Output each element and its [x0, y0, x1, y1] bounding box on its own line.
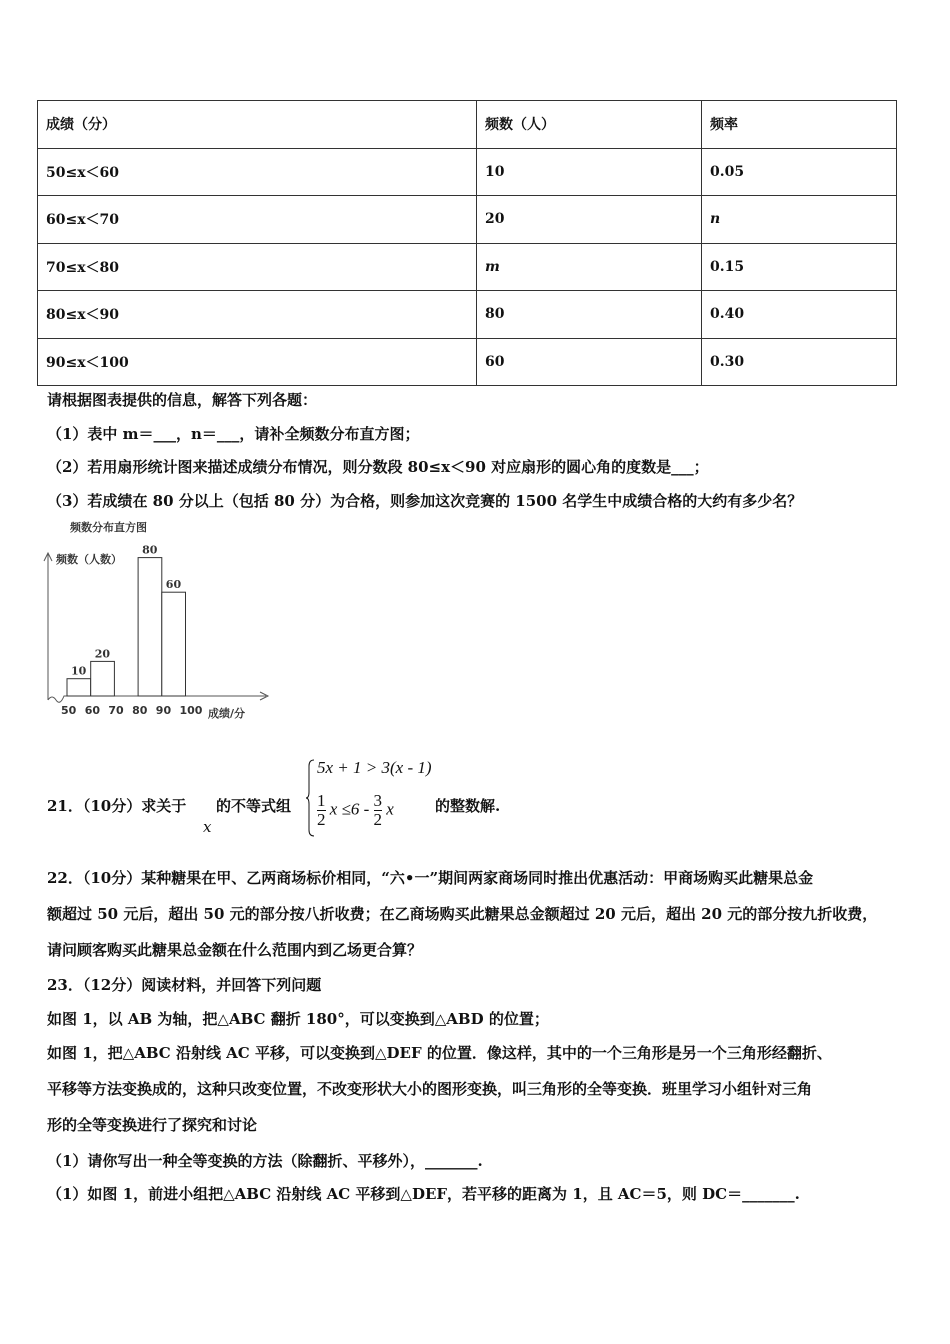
q22-line: 请问顾客购买此糖果总金额在什么范围内到乙场更合算？: [47, 941, 423, 959]
table-row: [38, 291, 897, 339]
bar: [67, 679, 91, 696]
cell: 0.15: [702, 243, 897, 291]
frac-num: 3: [373, 791, 383, 810]
frac-num: 1: [317, 791, 326, 810]
table-row: [38, 196, 897, 244]
x-tick-label: 80: [132, 704, 148, 717]
header-rate: 频率: [702, 101, 897, 149]
q22-line: 22．（10分）某种糖果在甲、乙两商场标价相同，“六•一”期间两家商场同时推出优惠活动：甲商场购买此糖果总金: [47, 869, 814, 887]
q23-line: 平移等方法变换成的，这种只改变位置，不改变形状大小的图形变换，叫三角形的全等变换．班里学习小组针对三角: [47, 1080, 813, 1098]
x-tick-label: 50: [61, 704, 77, 717]
inequality-1: 5x + 1 > 3(x - 1): [317, 758, 432, 777]
q21-suffix: 的整数解.: [435, 797, 501, 815]
x-tick-label: 60: [84, 704, 101, 717]
cell: 0.05: [702, 148, 897, 196]
bar-value-label: 10: [71, 664, 87, 678]
y-axis-label: 频数（人数）: [56, 553, 122, 566]
q20-part2: （2）若用扇形统计图来描述成绩分布情况，则分数段 80≤x＜90 对应扇形的圆心角的度数是___；: [47, 458, 709, 476]
bar: [91, 661, 115, 696]
cell: 10: [477, 148, 702, 196]
q21-var: x: [203, 818, 212, 836]
cell: 80: [477, 291, 702, 339]
cell: 90≤x＜100: [38, 338, 477, 386]
ineq-text: x ≤6 -: [329, 799, 370, 819]
x-tick-label: 70: [108, 704, 124, 717]
cell: n: [702, 196, 897, 244]
brace-icon: [305, 758, 315, 838]
q21-prefix: 21．（10分）求关于: [47, 797, 187, 815]
bar-value-label: 20: [94, 647, 111, 661]
x-axis: [48, 696, 266, 702]
q20-part1: （1）表中 m＝___，n＝___，请补全频数分布直方图；: [47, 425, 420, 443]
cell: 20: [477, 196, 702, 244]
q23-line: （1）请你写出一种全等变换的方法（除翻折、平移外），_______.: [47, 1152, 483, 1170]
cell: 70≤x＜80: [38, 243, 477, 291]
q23-line: （1）如图 1，前进小组把△ABC 沿射线 AC 平移到△DEF，若平移的距离为 1，且 AC＝5，则 DC＝_______.: [47, 1185, 800, 1203]
histogram: [38, 515, 278, 725]
cell: 50≤x＜60: [38, 148, 477, 196]
table-row: [38, 243, 897, 291]
cell: 0.30: [702, 338, 897, 386]
header-frequency: 频数（人）: [477, 101, 702, 149]
chart-title: 频数分布直方图: [70, 521, 147, 534]
q23-line: 23．（12分）阅读材料，并回答下列问题: [47, 976, 322, 994]
x-tick-label: 100: [179, 704, 203, 717]
inequality-2: [317, 792, 394, 829]
q23-line: 形的全等变换进行了探究和讨论: [47, 1116, 258, 1134]
q23-line: 如图 1，以 AB 为轴，把△ABC 翻折 180°，可以变换到△ABD 的位置；: [47, 1010, 549, 1028]
table-row: [38, 338, 897, 386]
q20-intro: 请根据图表提供的信息，解答下列各题：: [47, 391, 318, 409]
table-row: [38, 148, 897, 196]
table-header-row: [38, 101, 897, 149]
bar-value-label: 60: [165, 578, 182, 592]
q21-mid: 的不等式组: [216, 797, 292, 815]
bar: [138, 558, 162, 696]
ineq-var: x: [386, 799, 394, 819]
cell: m: [477, 243, 702, 291]
cell: 80≤x＜90: [38, 291, 477, 339]
bar: [162, 592, 186, 696]
q20-part3: （3）若成绩在 80 分以上（包括 80 分）为合格，则参加这次竞赛的 1500 名学生中成绩合格的大约有多少名？: [47, 492, 803, 510]
x-tick-label: 90: [155, 704, 172, 717]
cell: 60: [477, 338, 702, 386]
frac-den: 2: [373, 810, 383, 829]
q23-line: 如图 1，把△ABC 沿射线 AC 平移，可以变换到△DEF 的位置．像这样，其中的一个三角形是另一个三角形经翻折、: [47, 1044, 832, 1062]
header-score: 成绩（分）: [38, 101, 477, 149]
bar-value-label: 80: [142, 543, 158, 557]
q22-line: 额超过 50 元后，超出 50 元的部分按八折收费；在乙商场购买此糖果总金额超过 20 元后，超出 20 元的部分按九折收费，: [47, 905, 878, 923]
cell: 0.40: [702, 291, 897, 339]
frac-den: 2: [317, 810, 326, 829]
frequency-table: [37, 100, 897, 386]
x-axis-label: 成绩/分: [208, 707, 246, 720]
inequality-system: [305, 758, 430, 838]
cell: 60≤x＜70: [38, 196, 477, 244]
